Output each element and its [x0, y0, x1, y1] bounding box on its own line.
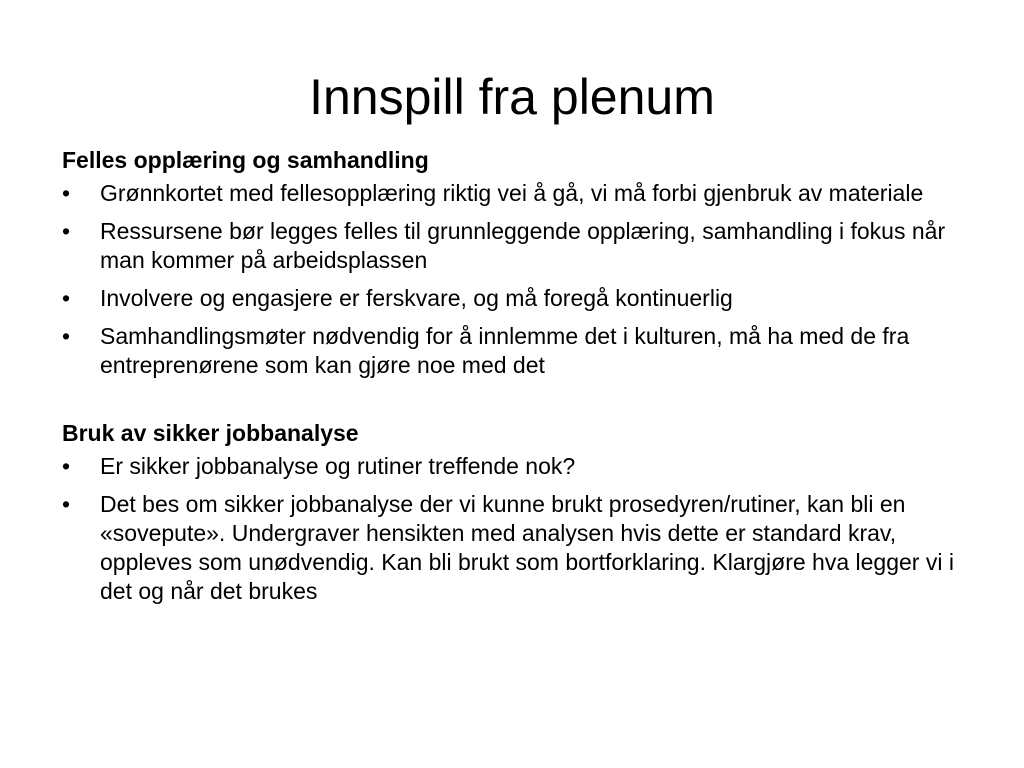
list-item: [62, 217, 972, 275]
bullet-list-felles-opplaering: [62, 179, 972, 380]
list-item: [62, 490, 972, 606]
list-item-text: Grønnkortet med fellesopplæring riktig vei å gå, vi må forbi gjenbruk av materiale: [100, 180, 924, 206]
bullet-list-sikker-jobbanalyse: [62, 452, 972, 606]
bullet-icon: •: [62, 180, 71, 206]
section-spacer: [62, 389, 972, 419]
list-item-text: Samhandlingsmøter nødvendig for å innlemme det i kulturen, må ha med de fra entreprenørene som kan gjøre noe med det: [100, 323, 910, 378]
list-item: [62, 322, 972, 380]
bullet-icon: •: [62, 491, 71, 517]
list-item: [62, 179, 972, 208]
list-item: [62, 284, 972, 313]
section-heading-felles-opplaering: Felles opplæring og samhandling: [62, 147, 429, 173]
slide-body: [62, 146, 972, 615]
slide-title: Innspill fra plenum: [309, 69, 715, 125]
list-item-text: Ressursene bør legges felles til grunnleggende opplæring, samhandling i fokus når man kommer på arbeidsplassen: [100, 218, 946, 273]
bullet-icon: •: [62, 453, 71, 479]
list-item-text: Det bes om sikker jobbanalyse der vi kunne brukt prosedyren/rutiner, kan bli en «sovepute». Undergraver hensikten med analysen hvis dette er standard krav, oppleves som unødvendig. Kan bli brukt som bortforklaring. Klargjøre hva legger vi i det og når det brukes: [100, 491, 954, 604]
section-heading-sikker-jobbanalyse: Bruk av sikker jobbanalyse: [62, 420, 359, 446]
list-item-text: Er sikker jobbanalyse og rutiner treffende nok?: [100, 453, 576, 479]
list-item: [62, 452, 972, 481]
bullet-icon: •: [62, 218, 71, 244]
bullet-icon: •: [62, 285, 71, 311]
list-item-text: Involvere og engasjere er ferskvare, og må foregå kontinuerlig: [100, 285, 733, 311]
bullet-icon: •: [62, 323, 71, 349]
